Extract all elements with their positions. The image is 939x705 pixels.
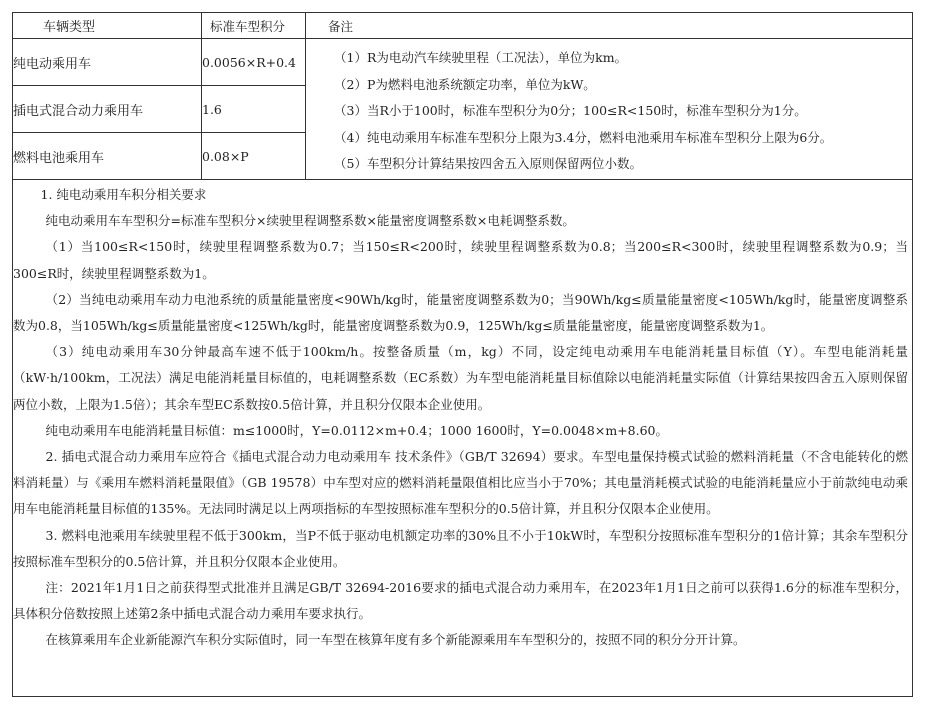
header-standard-score: 标准车型积分: [202, 13, 306, 39]
body-paragraph: 3. 燃料电池乘用车续驶里程不低于300km，当P不低于驱动电机额定功率的30%且不小于10kW时，车型积分按照标准车型积分的1倍计算；其余车型积分按照标准车型积分的0.5倍计算，并且积分仅限本企业使用。: [13, 527, 908, 569]
header-remarks: 备注: [306, 13, 913, 39]
table-row: [13, 39, 913, 86]
section-heading: 1. 纯电动乘用车积分相关要求: [40, 187, 207, 202]
remark-item: （2）P为燃料电池系统额定功率，单位为kW。: [334, 76, 596, 92]
body-paragraph: （3）纯电动乘用车30分钟最高车速不低于100km/h。按整备质量（m，kg）不同，设定纯电动乘用车电能消耗量目标值（Y）。车型电能消耗量（kW·h/100km，工况法）满足电能消耗量目标值的，电耗调整系数（EC系数）为车型电能消耗量目标值除以电能消耗量实际值（计算结果按四舍五入原则保留两位小数，上限为1.5倍）；其余车型EC系数按0.5倍计算，并且积分仅限本企业使用。: [13, 344, 908, 412]
header-vehicle-type: 车辆类型: [13, 13, 202, 39]
remark-item: （4）纯电动乘用车标准车型积分上限为3.4分，燃料电池乘用车标准车型积分上限为6分。: [334, 129, 833, 145]
body-paragraph: 纯电动乘用车电能消耗量目标值：m≤1000时，Y=0.0112×m+0.4；1000 1600时，Y=0.0048×m+8.60。: [45, 422, 668, 438]
body-paragraph: 2. 插电式混合动力乘用车应符合《插电式混合动力电动乘用车 技术条件》（GB/T 32694）要求。车型电量保持模式试验的燃料消耗量（不含电能转化的燃料消耗量）与《乘用车燃料消耗量限值》（GB 19578）中车型对应的燃料消耗量限值相比应当小于70%；其电量消耗模式试验的电能消耗量应小于前款纯电动乘用车电能消耗量目标值的135%。无法同时满足以上两项指标的车型按照标准车型积分的0.5倍计算，并且积分仅限本企业使用。: [13, 449, 908, 517]
body-paragraph: 注：2021年1月1日之前获得型式批准并且满足GB/T 32694-2016要求的插电式混合动力乘用车，在2023年1月1日之前可以获得1.6分的标准车型积分，具体积分倍数按照上述第2条中插电式混合动力乘用车要求执行。: [13, 580, 908, 622]
vehicle-type-cell: 插电式混合动力乘用车: [13, 86, 202, 133]
remark-item: （1）R为电动汽车续驶里程（工况法），单位为km。: [334, 50, 628, 65]
body-paragraph: 纯电动乘用车车型积分=标准车型积分×续驶里程调整系数×能量密度调整系数×电耗调整系数。: [45, 213, 575, 229]
credit-table: [12, 12, 913, 697]
standard-score-cell: 0.08×P: [202, 133, 306, 180]
table-header-row: [13, 13, 913, 39]
body-paragraph: （2）当纯电动乘用车动力电池系统的质量能量密度<90Wh/kg时，能量密度调整系数为0；当90Wh/kg≤质量能量密度<105Wh/kg时，能量密度调整系数为0.8，当105Wh/kg≤质量能量密度<125Wh/kg时，能量密度调整系数为0.9，125Wh/kg≤质量能量密度，能量密度调整系数为1。: [13, 291, 908, 334]
vehicle-type-cell: 纯电动乘用车: [13, 39, 202, 86]
body-row: [13, 180, 913, 697]
body-paragraph: 在核算乘用车企业新能源汽车积分实际值时，同一车型在核算年度有多个新能源乘用车车型积分的，按照不同的积分分开计算。: [45, 632, 746, 648]
standard-score-cell: 0.0056×R+0.4: [202, 39, 306, 86]
standard-score-cell: 1.6: [202, 86, 306, 133]
body-paragraph: （1）当100≤R<150时，续驶里程调整系数为0.7；当150≤R<200时，续驶里程调整系数为0.8；当200≤R<300时，续驶里程调整系数为0.9；当300≤R时，续驶里程调整系数为1。: [13, 239, 908, 281]
document-page: [12, 12, 912, 690]
remark-item: （3）当R小于100时，标准车型积分为0分；100≤R<150时，标准车型积分为1分。: [334, 103, 807, 118]
remark-item: （5）车型积分计算结果按四舍五入原则保留两位小数。: [334, 156, 642, 171]
remarks-cell: [306, 39, 913, 180]
requirements-body: [13, 180, 913, 697]
vehicle-type-cell: 燃料电池乘用车: [13, 133, 202, 180]
